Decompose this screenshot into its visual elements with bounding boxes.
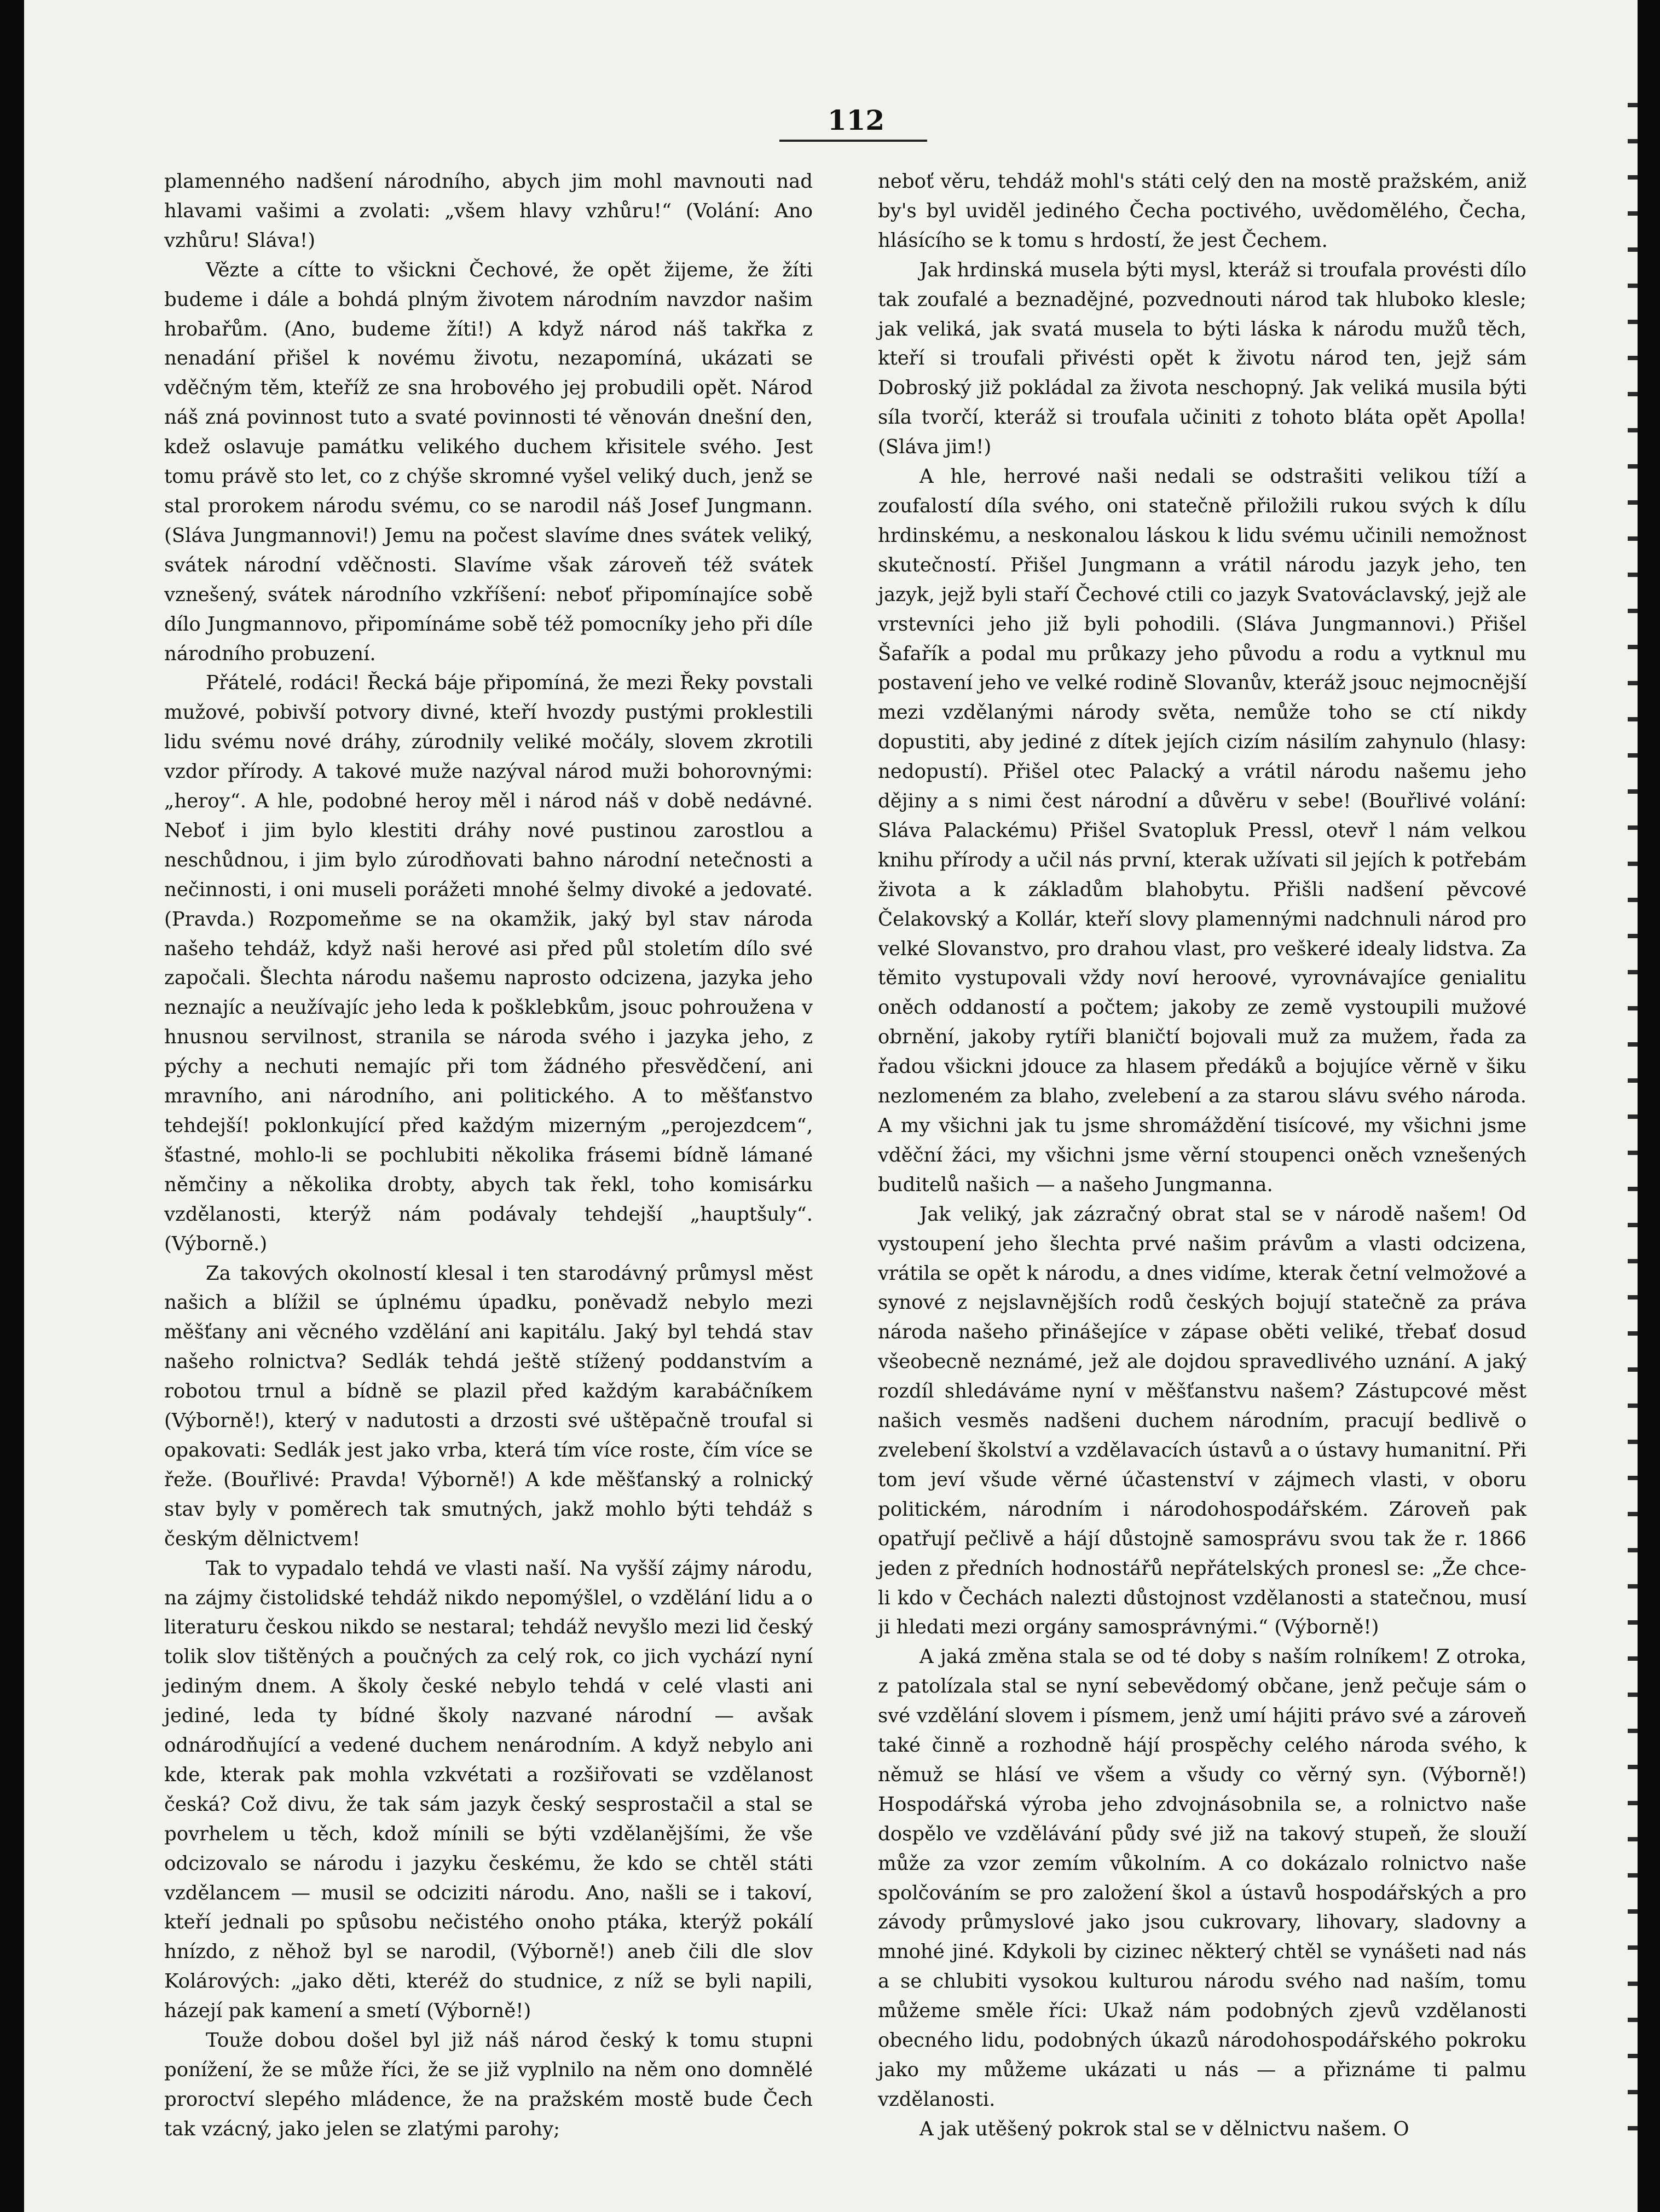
left-paragraph-1: plamenného nadšení národního, abych jim mohl mavnouti nad hlavami vašimi a zvolati: „všem hlavy vzhůru!“ (Volání: Ano vzhůru! Sláva!) (164, 170, 813, 252)
right-paragraph-1: neboť věru, tehdáž mohl's státi celý den na mostě pražském, aniž by's byl uviděl jediného Čecha poctivého, uvědomělého, Čecha, hlásícího se k tomu s hrdostí, že jest Čechem. (878, 170, 1526, 252)
right-paragraph-4: Jak veliký, jak zázračný obrat stal se v národě našem! Od vystoupení jeho šlechta prvé našim právům a vlasti odcizena, vrátila se opět k národu, a dnes vidíme, kterak četní velmožové a synové z nejslavnějších rodů českých bojují statečně za práva národa našeho přinášejíce v zápase oběti veliké, třebať dosud všeobecně neznámé, jež ale dojdou spravedlivého uznání. A jaký rozdíl shledáváme nyní v měšťanstvu našem? Zástupcové měst našich vesměs nadšeni duchem národním, pracují bedlivě o zvelebení školství a vzdělavacích ústavů a o ústavy humanitní. Při tom jeví všude věrné účastenství v zájmech vlasti, v oboru politickém, národním i národohospodářském. Zároveň pak opatřují pečlivě a hájí důstojně samosprávu svou tak že r. 1866 jeden z předních hodnostářů nepřátelských pronesl se: „Že chce-li kdo v Čechách nalezti důstojnost vzdělanosti a statečnou, musí ji hledati mezi orgány samosprávnými.“ (Výborně!) (878, 1203, 1526, 1639)
right-paragraph-5: A jaká změna stala se od té doby s naším rolníkem! Z otroka, z patolízala stal se nyní sebevědomý občane, jenž pečuje sám o své vzdělání slovem i písmem, jenž umí hájiti právo své a zároveň také činně a rozhodně hájí prospěchy celého národa svého, k němuž se hlásí ve všem a všudy co věrný syn. (Výborně!) Hospodářská výroba jeho zdvojnásobnila se, a rolnictvo naše dospělo ve vzdělávání půdy své již na takový stupeň, že slouží může za vzor zemím vůkolním. A co dokázalo rolnictvo naše spolčováním se pro založení škol a ústavů hospodářských a pro závody průmyslové jako jsou cukrovary, lihovary, sladovny a mnohé jiné. Kdykoli by cizinec některý chtěl se vynášeti nad nás a se chlubiti vysokou kulturou národu svého nad naším, tomu můžeme směle říci: Ukaž nám podobných zjevů vzdělanosti obecného lidu, podobných úkazů národohospodářského pokroku jako my můžeme ukázati u nás — a přiznáme ti palmu vzdělanosti. (878, 1645, 1526, 2111)
left-paragraph-5: Tak to vypadalo tehdá ve vlasti naší. Na vyšší zájmy národu, na zájmy čistolidské tehdáž nikdo nepomýšlel, o vzdělání lidu a o literaturu českou nikdo se nestaral; tehdáž nevyšlo mezi lid český tolik slov tištěných a poučných za celý rok, co jich vychází nyní jediným dnem. A školy české nebylo tehdá v celé vlasti ani jediné, leda ty bídné školy nazvané národní — avšak odnárodňující a vedené duchem nenárodním. A když nebylo ani kde, kterak pak mohla vzkvétati a rozšiřovati se vzdělanost česká? Což divu, že tak sám jazyk český sesprostačil a stal se povrhelem u těch, kdož mínili se býti vzdělanějšími, že vše odcizovalo se národu i jazyku českému, že kdo se chtěl státi vzdělancem — musil se odciziti národu. Ano, našli se i takoví, kteří jednali po spůsobu nečistého onoho ptáka, kterýž pokálí hnízdo, z něhož byl se narodil, (Výborně!) aneb čili dle slov Kolárových: „jako děti, kteréž do studnice, z níž se byli napili, házejí pak kamení a smetí (Výborně!) (164, 1557, 813, 2023)
right-paragraph-3: A hle, herrové naši nedali se odstrašiti velikou tíží a zoufalostí díla svého, oni statečně přiložili rukou svých k dílu hrdinskému, a neskonalou láskou k lidu svému učinili nemožnost skutečností. Přišel Jungmann a vrátil národu jazyk jeho, ten jazyk, jejž byli staří Čechové ctili co jazyk Svatováclavský, jejž ale vrstevníci jeho již byli pohodili. (Sláva Jungmannovi.) Přišel Šafařík a podal mu průkazy jeho původu a rodu a vytknul mu postavení jeho ve velké rodině Slovanův, kteráž jsouc nejmocnější mezi vzdělanými národy světa, nemůže toho se ctí nikdy dopustiti, aby jediné z dítek jejích cizím násilím zahynulo (hlasy: nedopustí). Přišel otec Palacký a vrátil národu našemu jeho dějiny a s nimi čest národní a důvěru v sebe! (Bouřlivé volání: Sláva Palackému) Přišel Svatopluk Pressl, otevř l nám velkou knihu přírody a učil nás první, kterak užívati sil jejích k potřebám života a k základům blahobytu. Přišli nadšení pěvcové Čelakovský a Kollár, kteří slovy plamennými nadchnuli národ pro velké Slovanstvo, pro drahou vlast, pro veškeré idealy lidstva. Za těmito vystupovali vždy noví heroové, vyrovnávajíce genialitu oněch oddaností a počtem; jakoby ze země vystoupili mužové obrnění, jakoby rytíři blaničtí bojovali muž za mužem, řada za řadou všickni jdouce za hlasem předáků a bojujíce věrně v šiku nezlomeném za blaho, zvelebení a za starou slávu svého národa. A my všichni jak tu jsme shromáždění tisícové, my všichni jsme vděční žáci, my všichni jsme věrní stoupenci oněch vznešených buditelů našich — a našeho Jungmanna. (878, 465, 1526, 1196)
page-sheet (24, 0, 1638, 2212)
left-paragraph-2: Vězte a cítte to všickni Čechové, že opět žijeme, že žíti budeme i dále a bohdá plným životem národním navzdor našim hrobařům. (Ano, budeme žíti!) A když národ náš takřka z nenadání přišel k novému životu, nezapomíná, ukázati se vděčným těm, kteříž ze sna hrobového jej probudili opět. Národ náš zná povinnost tuto a svaté povinnosti té věnován dnešní den, kdež oslavuje památku velikého duchem křisitele svého. Jest tomu právě sto let, co z chýše skromné vyšel veliký duch, jenž se stal prorokem národu svému, co se narodil náš Josef Jungmann. (Sláva Jungmannovi!) Jemu na počest slavíme dnes svátek veliký, svátek národní vděčnosti. Slavíme však zároveň též svátek vznešený, svátek národního vzkříšení: neboť připomínajíce sobě dílo Jungmannovo, připomínáme sobě též pomocníky jeho při díle národního probuzení. (164, 258, 813, 665)
left-paragraph-6: Touže dobou došel byl již náš národ český k tomu stupni ponížení, že se může říci, že se již vyplnilo na něm ono domnělé proroctví slepého mládence, že na pražském mostě bude Čech tak vzácný, jako jelen se zlatými parohy; (164, 2029, 813, 2140)
right-column (878, 167, 1526, 2144)
left-column (164, 167, 813, 2144)
right-paragraph-2: Jak hrdinská musela býti mysl, kteráž si troufala provésti dílo tak zoufalé a beznadějné, pozvednouti národ tak hluboko klesle; jak veliká, jak svatá musela to býti láska k národu mužů těch, kteří si troufali přivésti opět k životu národ ten, jejž sám Dobroský již pokládal za života neschopný. Jak veliká musila býti síla tvorčí, kteráž si troufala učiniti z tohoto bláta opět Apolla! (Sláva jim!) (878, 258, 1526, 459)
right-paragraph-6: A jak utěšený pokrok stal se v dělnictvu našem. O (919, 2117, 1409, 2140)
header-rule (779, 140, 927, 142)
left-paragraph-4: Za takových okolností klesal i ten starodávný průmysl měst našich a blížil se úplnému úpadku, poněvadž nebylo mezi měšťany ani věcného vzdělání ani kapitálu. Jaký byl tehdá stav našeho rolnictva? Sedlák tehdá ještě stížený poddanstvím a robotou trnul a bídně se plazil před každým karabáčníkem (Výborně!), který v nadutosti a drzosti své uštěpačně troufal si opakovati: Sedlák jest jako vrba, která tím více roste, čím více se řeže. (Bouřlivé: Pravda! Výborně!) A kde měšťanský a rolnický stav byly v poměrech tak smutných, jakž mohlo býti tehdáž s českým dělnictvem! (164, 1262, 813, 1550)
left-paragraph-3: Přátelé, rodáci! Řecká báje připomíná, že mezi Řeky povstali mužové, pobivší potvory divné, kteří hvozdy pustými proklestili lidu svému nové dráhy, zúrodnily veliké močály, slovem zkrotili vzdor přírody. A takové muže nazýval národ muži bohorovnými: „heroy“. A hle, podobné heroy měl i národ náš v době nedávné. Neboť i jim bylo klestiti dráhy nové pustinou zarostlou a neschůdnou, i jim bylo zúrodňovati bahno národní netečnosti a nečinnosti, i oni museli porážeti mnohé šelmy divoké a jedovaté. (Pravda.) Rozpomeňme se na okamžik, jaký byl stav národa našeho tehdáž, když naši herové asi před půl stoletím dílo své započali. Šlechta národu našemu naprosto odcizena, jazyka jeho neznajíc a neužívajíc jeho leda k pošklebkům, jsouc pohroužena v hnusnou servilnost, stranila se národa svého i jazyka jeho, z pýchy a nechuti nemajíc při tom žádného přesvědčení, ani mravního, ani národního, ani politického. A to měšťanstvo tehdejší! poklonkující před každým mizerným „perojezdcem“, šťastné, mohlo-li se pochlubiti několika frásemi bídně lámané němčiny a několika drobty, abych tak řekl, toho komisárku vzdělanosti, kterýž nám podávaly tehdejší „hauptšuly“. (Výborně.) (164, 672, 813, 1255)
scan-edge-marks (1628, 71, 1638, 2151)
page-number: 112 (827, 104, 885, 136)
